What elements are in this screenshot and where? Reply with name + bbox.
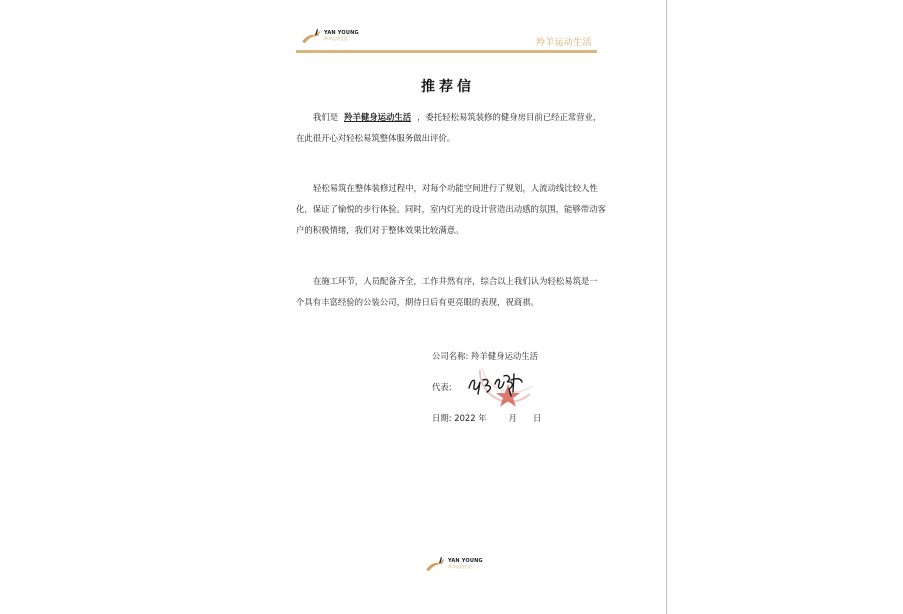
antelope-logo-icon bbox=[300, 28, 322, 44]
logo-text-en: YAN YOUNG bbox=[324, 30, 359, 36]
letter-title: 推荐信 bbox=[421, 79, 475, 95]
date-label: 日期: bbox=[432, 413, 452, 423]
handwritten-signature bbox=[466, 370, 526, 398]
client-company-name: 羚羊健身运动生活 bbox=[344, 112, 412, 122]
footer-logo bbox=[424, 556, 483, 572]
header-brand-name: 羚羊运动生活 bbox=[536, 38, 592, 48]
antelope-logo-icon bbox=[424, 556, 446, 572]
date-month-unit: 月 bbox=[508, 413, 517, 423]
representative-label: 代表: bbox=[432, 382, 452, 392]
intro-prefix: 我们是 bbox=[313, 112, 339, 122]
footer-logo-text-en: YAN YOUNG bbox=[448, 558, 483, 564]
date-line bbox=[432, 412, 541, 424]
paragraph-design: 轻松易筑在整体装修过程中，对每个功能空间进行了规划，人流动线比较人性化，保证了愉悦的步行体验。同时，室内灯光的设计营造出动感的氛围，能够带动客户的积极情绪，我们对于整体效果比较满意。 bbox=[296, 183, 606, 235]
page-edge-divider bbox=[666, 0, 667, 614]
paragraph-construction: 在施工环节，人员配备齐全，工作井然有序，综合以上我们认为轻松易筑是一个具有丰富经验的公装公司，期待日后有更亮眼的表现，祝商祺。 bbox=[296, 276, 598, 307]
date-day-unit: 日 bbox=[533, 413, 542, 423]
company-name-label: 公司名称: bbox=[432, 351, 469, 361]
logo-text-cn: 羚羊运动生活 bbox=[324, 36, 348, 41]
intro-suffix: ，委托轻松易筑装修的健身房目前已经正常营业，在此很开心对轻松易筑整体服务做出评价。 bbox=[296, 112, 602, 143]
company-name-line bbox=[432, 350, 538, 362]
representative-line bbox=[432, 381, 452, 393]
footer-logo-text-cn: 羚羊运动生活 bbox=[448, 564, 472, 569]
header-divider bbox=[296, 50, 597, 53]
header-logo bbox=[300, 28, 359, 44]
paragraph-intro bbox=[296, 107, 606, 149]
date-year-unit: 年 bbox=[478, 413, 487, 423]
company-name-value: 羚羊健身运动生活 bbox=[471, 351, 538, 361]
date-year: 2022 bbox=[454, 413, 476, 423]
